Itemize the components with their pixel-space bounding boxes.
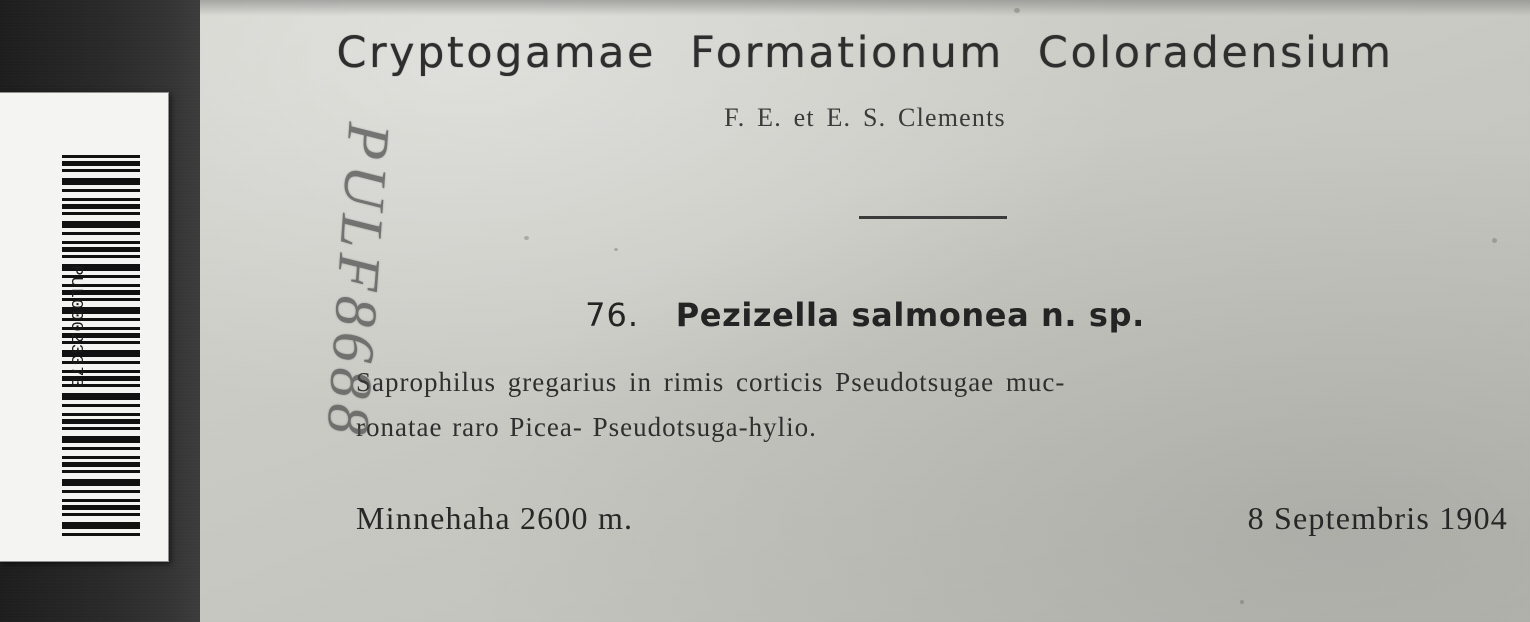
page-title: Cryptogamae Formationum Coloradensium [336, 28, 1394, 78]
description-line-2: ronatae raro Picea- Pseudotsuga-hylio. [356, 411, 817, 442]
collection-locality: Minnehaha 2600 m. [356, 500, 634, 536]
description-line-1: Saprophilus gregarius in rimis corticis Pseudotsugae muc- [356, 367, 1066, 397]
species-name: Pezizella salmonea n. sp. [675, 296, 1145, 334]
handwritten-accession-number: PULF8688 [314, 120, 403, 443]
collection-date: 8 Septembris 1904 [1247, 500, 1508, 536]
label-footer [356, 500, 1508, 537]
barcode-label [0, 92, 169, 562]
species-description [356, 360, 1508, 449]
scan-speck [1240, 600, 1244, 604]
scan-speck [524, 236, 529, 240]
authors-line: F. E. et E. S. Clements [724, 103, 1006, 132]
species-entry [200, 296, 1530, 334]
scan-speck [1014, 8, 1020, 13]
barcode-number: PUL00023373 [66, 265, 86, 389]
horizontal-rule-divider [859, 216, 1007, 219]
scan-speck [1492, 238, 1497, 243]
scan-speck [614, 248, 618, 251]
entry-number: 76. [585, 296, 640, 334]
sheet-top-shadow [200, 0, 1530, 16]
